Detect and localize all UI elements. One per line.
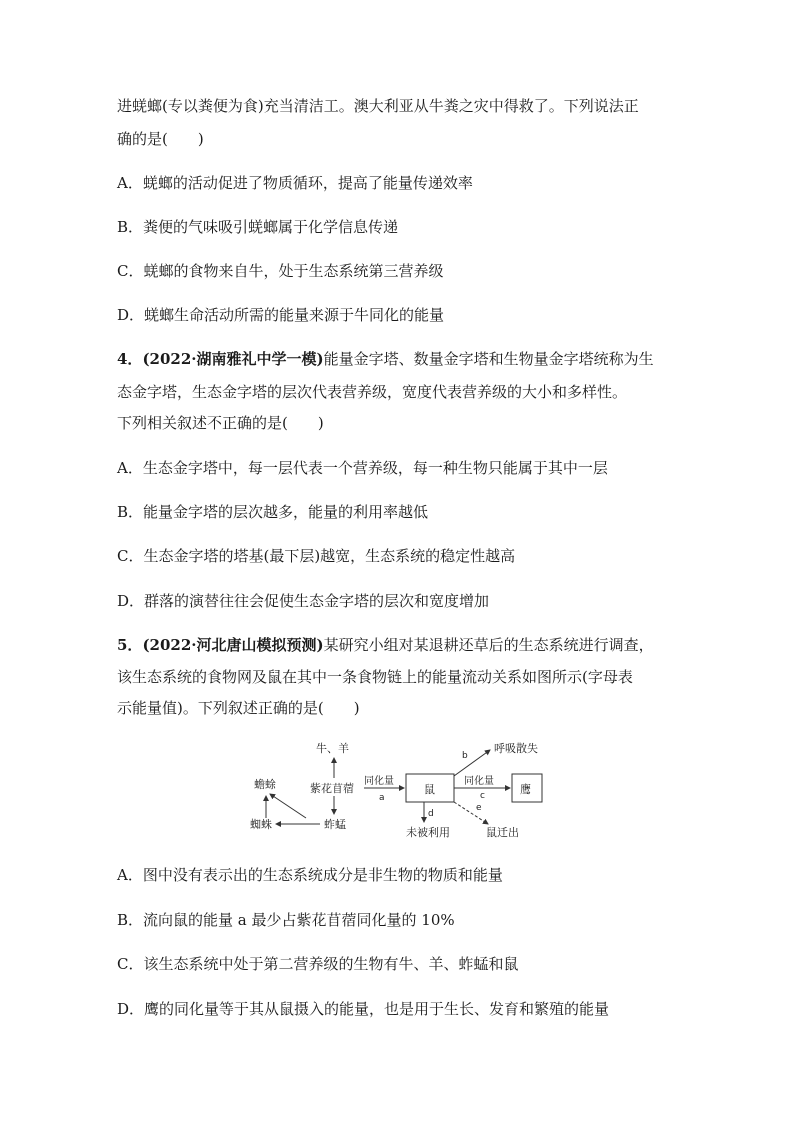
label-respiration: 呼吸散失	[494, 742, 538, 755]
q4-option-d: D．群落的演替往往会促使生态金字塔的层次和宽度增加	[117, 592, 490, 610]
label-d: d	[428, 809, 434, 819]
label-unused: 未被利用	[406, 826, 450, 839]
arrow-mouse-to-respiration	[454, 750, 490, 776]
label-assim-c: 同化量	[464, 776, 494, 787]
label-assim-a: 同化量	[364, 776, 394, 787]
label-c: c	[480, 791, 485, 801]
q5-stem-line2: 该生态系统的食物网及鼠在其中一条食物链上的能量流动关系如图所示(字母表	[117, 668, 633, 686]
q5-option-c: C．该生态系统中处于第二营养级的生物有牛、羊、蚱蜢和鼠	[117, 955, 519, 973]
label-a: a	[379, 793, 385, 803]
q5-stem-line1	[117, 634, 654, 656]
label-mouse: 鼠	[424, 783, 435, 796]
label-grasshopper: 蚱蜢	[324, 818, 346, 831]
q3-option-b: B．粪便的气味吸引蜣螂属于化学信息传递	[117, 218, 399, 236]
q3-option-d: D．蜣螂生命活动所需的能量来源于牛同化的能量	[117, 306, 445, 324]
label-alfalfa: 紫花苜蓿	[310, 782, 354, 795]
label-e: e	[476, 803, 482, 813]
q4-option-a: A．生态金字塔中，每一层代表一个营养级，每一种生物只能属于其中一层	[117, 459, 608, 477]
q3-option-a: A．蜣螂的活动促进了物质循环，提高了能量传递效率	[117, 174, 473, 192]
q3-stem-line2: 确的是( )	[117, 130, 204, 148]
label-spider: 蜘蛛	[250, 818, 272, 831]
q5-stem-text: 某研究小组对某退耕还草后的生态系统进行调查，	[323, 636, 654, 654]
q3-option-c: C．蜣螂的食物来自牛，处于生态系统第三营养级	[117, 262, 444, 280]
q5-source: (2022·河北唐山模拟预测)	[142, 636, 324, 654]
energy-flow-diagram	[240, 738, 570, 842]
q4-stem-line1	[117, 348, 654, 370]
q5-option-a: A．图中没有表示出的生态系统成分是非生物的物质和能量	[117, 866, 503, 884]
label-hawk: 鹰	[520, 783, 531, 796]
label-cattle-sheep: 牛、羊	[316, 742, 349, 755]
q4-source: (2022·湖南雅礼中学一模)	[142, 350, 324, 368]
q5-option-b: B．流向鼠的能量 a 最少占紫花苜蓿同化量的 10%	[117, 911, 455, 929]
arrow-spider-to-toad	[270, 794, 306, 818]
arrow-mouse-to-emigrate	[454, 802, 488, 824]
q5-option-d: D．鹰的同化量等于其从鼠摄入的能量，也是用于生长、发育和繁殖的能量	[117, 1000, 610, 1018]
q4-option-b: B．能量金字塔的层次越多，能量的利用率越低	[117, 503, 429, 521]
q4-stem-text: 能量金字塔、数量金字塔和生物量金字塔统称为生	[323, 350, 654, 368]
q3-stem-line1: 进蜣螂(专以粪便为食)充当清洁工。澳大利亚从牛粪之灾中得救了。下列说法正	[117, 97, 639, 115]
label-toad: 蟾蜍	[254, 778, 276, 791]
q5-stem-line3: 示能量值)。下列叙述正确的是( )	[117, 699, 360, 717]
q5-number: 5．	[117, 636, 143, 654]
q4-stem-line3: 下列相关叙述不正确的是( )	[117, 414, 324, 432]
label-b: b	[462, 751, 468, 761]
q4-option-c: C．生态金字塔的塔基(最下层)越宽，生态系统的稳定性越高	[117, 547, 516, 565]
label-emigrate: 鼠迁出	[486, 826, 519, 839]
q4-number: 4．	[117, 350, 143, 368]
q4-stem-line2: 态金字塔，生态金字塔的层次代表营养级，宽度代表营养级的大小和多样性。	[117, 383, 628, 401]
